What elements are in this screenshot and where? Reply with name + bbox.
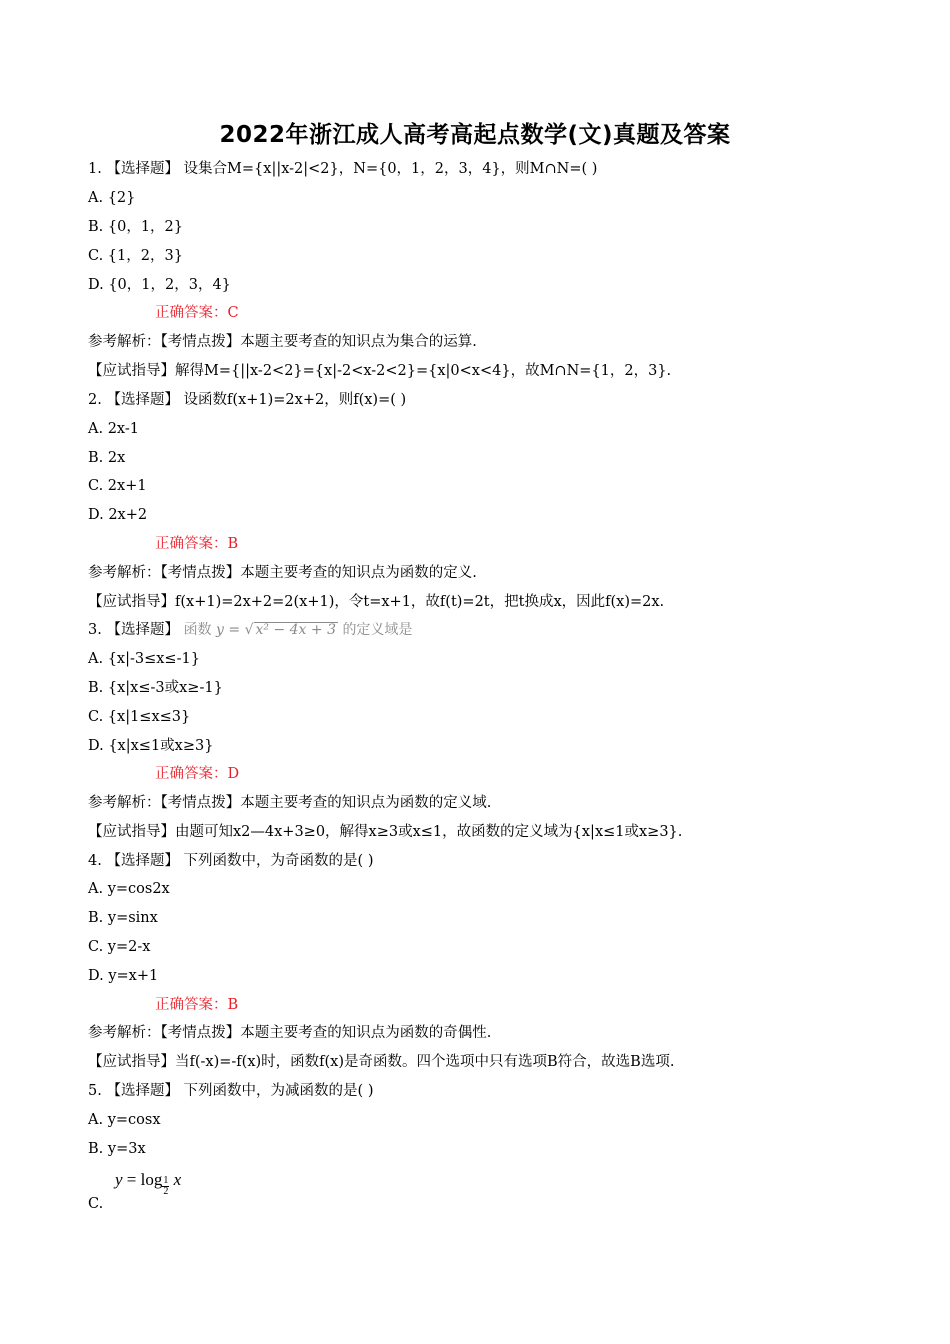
question-1-option-a: A. {2} xyxy=(88,190,136,206)
question-5-option-b: B. y=3x xyxy=(88,1141,146,1157)
question-4-stem: 4. 【选择题】 下列函数中，为奇函数的是( ) xyxy=(88,853,374,869)
question-2-option-c: C. 2x+1 xyxy=(88,478,147,494)
question-4-guide: 【应试指导】当f(-x)=-f(x)时，函数f(x)是奇函数。四个选项中只有选项B符合，故选B选项. xyxy=(88,1054,675,1070)
question-3-stem-line xyxy=(88,621,412,639)
question-5-option-a: A. y=cosx xyxy=(88,1112,161,1128)
question-3-answer: 正确答案：D xyxy=(155,766,240,782)
question-2-answer: 正确答案：B xyxy=(155,536,239,552)
question-2-stem: 2. 【选择题】 设函数f(x+1)=2x+2，则f(x)=( ) xyxy=(88,392,407,408)
question-3-option-d: D. {x|x≤1或x≥3} xyxy=(88,738,214,754)
question-3-guide: 【应试指导】由题可知x2—4x+3≥0，解得x≥3或x≤1，故函数的定义域为{x|x≤1或x≥3}. xyxy=(88,824,683,840)
question-3-formula xyxy=(184,621,413,639)
question-1-option-b: B. {0，1，2} xyxy=(88,219,184,235)
question-2-analysis: 参考解析：【考情点拨】本题主要考查的知识点为函数的定义. xyxy=(88,565,477,581)
question-2-option-b: B. 2x xyxy=(88,450,126,466)
question-4-option-a: A. y=cos2x xyxy=(88,881,170,897)
question-1-guide: 【应试指导】解得M={||x-2<2}={x|-2<x-2<2}={x|0<x<4}，故M∩N={1，2，3}. xyxy=(88,363,672,379)
formula-eq: = xyxy=(223,622,245,638)
log-eq: = log xyxy=(122,1170,163,1189)
question-1-answer: 正确答案：C xyxy=(155,305,239,321)
question-2-option-d: D. 2x+2 xyxy=(88,507,148,523)
question-1-stem: 1. 【选择题】 设集合M={x||x-2|<2}，N={0，1，2，3，4}，则M∩N=( ) xyxy=(88,161,598,177)
question-1-option-c: C. {1，2，3} xyxy=(88,248,183,264)
question-4-option-b: B. y=sinx xyxy=(88,910,158,926)
question-4-analysis: 参考解析：【考情点拨】本题主要考查的知识点为函数的奇偶性. xyxy=(88,1025,492,1041)
log-base-den: 2 xyxy=(163,1186,169,1197)
question-1-analysis: 参考解析：【考情点拨】本题主要考查的知识点为集合的运算. xyxy=(88,334,477,350)
question-3-option-a: A. {x|-3≤x≤-1} xyxy=(88,651,200,667)
question-4-option-d: D. y=x+1 xyxy=(88,968,159,984)
question-3-analysis: 参考解析：【考情点拨】本题主要考查的知识点为函数的定义域. xyxy=(88,795,492,811)
question-2-guide: 【应试指导】f(x+1)=2x+2=2(x+1)，令t=x+1，故f(t)=2t，把t换成x，因此f(x)=2x. xyxy=(88,594,665,610)
question-4-option-c: C. y=2-x xyxy=(88,939,151,955)
question-3-option-b: B. {x|x≤-3或x≥-1} xyxy=(88,680,223,696)
question-3-stem: 3. 【选择题】 xyxy=(88,622,179,638)
formula-radicand: x² − 4x + 3 xyxy=(255,622,336,638)
log-y: y xyxy=(115,1170,123,1189)
page-title: 2022年浙江成人高考高起点数学(文)真题及答案 xyxy=(219,122,731,148)
sqrt-icon: √ xyxy=(244,622,254,638)
question-5-option-c-formula xyxy=(115,1167,182,1197)
question-5-stem: 5. 【选择题】 下列函数中，为减函数的是( ) xyxy=(88,1083,374,1099)
question-4-answer: 正确答案：B xyxy=(155,997,239,1013)
log-x: x xyxy=(173,1170,182,1189)
formula-prefix: 函数 xyxy=(183,622,212,638)
question-2-option-a: A. 2x-1 xyxy=(88,421,139,437)
formula-y: y xyxy=(216,622,224,638)
question-3-option-c: C. {x|1≤x≤3} xyxy=(88,709,191,725)
log-base-fraction xyxy=(162,1176,169,1197)
log-base-num: 1 xyxy=(163,1175,169,1186)
question-1-option-d: D. {0，1，2，3，4} xyxy=(88,277,231,293)
formula-suffix: 的定义域是 xyxy=(342,622,413,638)
question-5-option-c-label: C. xyxy=(88,1196,104,1212)
